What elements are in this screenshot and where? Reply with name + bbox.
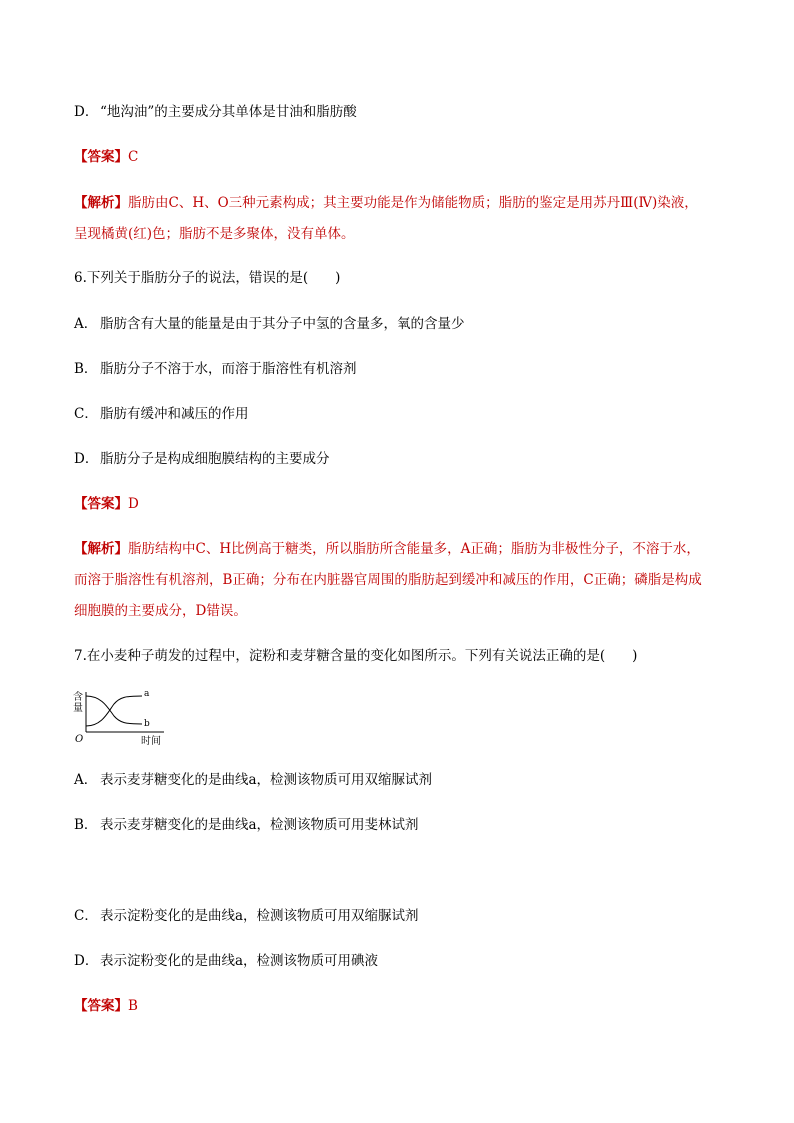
answer-value: C xyxy=(128,149,139,165)
y-axis-label-2: 量 xyxy=(73,703,83,714)
q6-question: 6.下列关于脂肪分子的说法，错误的是( ) xyxy=(74,270,341,286)
q6-explanation-line-2: 而溶于脂溶性有机溶剂，B正确；分布在内脏器官周围的脂肪起到缓冲和减压的作用，C正确；磷脂是构成 xyxy=(74,572,702,588)
option-text: 脂肪分子是构成细胞膜结构的主要成分 xyxy=(100,451,330,467)
q5-option-d xyxy=(74,102,357,122)
option-letter: C． xyxy=(74,406,98,422)
curve-a xyxy=(86,696,142,726)
answer-label: 【答案】 xyxy=(74,998,128,1014)
q6-answer xyxy=(74,494,139,514)
option-letter: D． xyxy=(74,104,99,120)
q6-explanation-line-1 xyxy=(74,539,700,559)
q6-explanation-line-3: 细胞膜的主要成分，D错误。 xyxy=(74,603,247,619)
x-axis-label: 时间 xyxy=(141,736,161,747)
curve-b xyxy=(86,696,142,724)
option-letter: A． xyxy=(74,772,98,788)
y-axis-label-1: 含 xyxy=(73,692,83,703)
option-text: “地沟油”的主要成分其单体是甘油和脂肪酸 xyxy=(100,104,357,120)
option-text: 表示麦芽糖变化的是曲线a，检测该物质可用斐林试剂 xyxy=(100,817,419,833)
q6-option-b xyxy=(74,359,357,379)
option-text: 脂肪有缓冲和减压的作用 xyxy=(100,406,249,422)
option-letter: B． xyxy=(74,361,98,377)
q7-figure xyxy=(70,686,170,752)
option-text: 脂肪分子不溶于水，而溶于脂溶性有机溶剂 xyxy=(100,361,357,377)
q7-option-a xyxy=(74,770,432,790)
q5-explanation-line-1 xyxy=(74,193,698,213)
curve-a-label: a xyxy=(144,689,150,699)
answer-value: B xyxy=(128,998,138,1014)
q6-option-c xyxy=(74,404,249,424)
option-letter: A． xyxy=(74,316,98,332)
q7-answer xyxy=(74,996,138,1016)
option-letter: D． xyxy=(74,953,99,969)
option-text: 脂肪含有大量的能量是由于其分子中氢的含量多，氧的含量少 xyxy=(100,316,465,332)
q5-explanation-line-2: 呈现橘黄(红)色；脂肪不是多聚体，没有单体。 xyxy=(74,226,355,242)
q6-option-d xyxy=(74,449,330,469)
option-text: 表示麦芽糖变化的是曲线a，检测该物质可用双缩脲试剂 xyxy=(100,772,433,788)
option-letter: C． xyxy=(74,908,98,924)
explanation-text: 脂肪由C、H、O三种元素构成；其主要功能是作为储能物质；脂肪的鉴定是用苏丹Ⅲ(Ⅳ)染液， xyxy=(128,195,698,211)
q7-option-d xyxy=(74,951,378,971)
q5-answer xyxy=(74,147,138,167)
answer-label: 【答案】 xyxy=(74,149,128,165)
explanation-text: 脂肪结构中C、H比例高于糖类，所以脂肪所含能量多，A正确；脂肪为非极性分子，不溶于水， xyxy=(128,541,700,557)
option-letter: B． xyxy=(74,817,98,833)
explanation-label: 【解析】 xyxy=(74,195,128,211)
explanation-label: 【解析】 xyxy=(74,541,128,557)
origin-label: O xyxy=(75,734,84,745)
answer-value: D xyxy=(128,496,139,512)
curve-b-label: b xyxy=(144,719,150,729)
q7-question: 7.在小麦种子萌发的过程中，淀粉和麦芽糖含量的变化如图所示。下列有关说法正确的是( ) xyxy=(74,648,638,664)
q7-option-c xyxy=(74,906,419,926)
q6-option-a xyxy=(74,314,465,334)
option-text: 表示淀粉变化的是曲线a，检测该物质可用双缩脲试剂 xyxy=(100,908,419,924)
answer-label: 【答案】 xyxy=(74,496,128,512)
q7-option-b xyxy=(74,815,419,835)
starch-maltose-graph xyxy=(70,686,170,748)
option-letter: D． xyxy=(74,451,99,467)
option-text: 表示淀粉变化的是曲线a，检测该物质可用碘液 xyxy=(100,953,379,969)
